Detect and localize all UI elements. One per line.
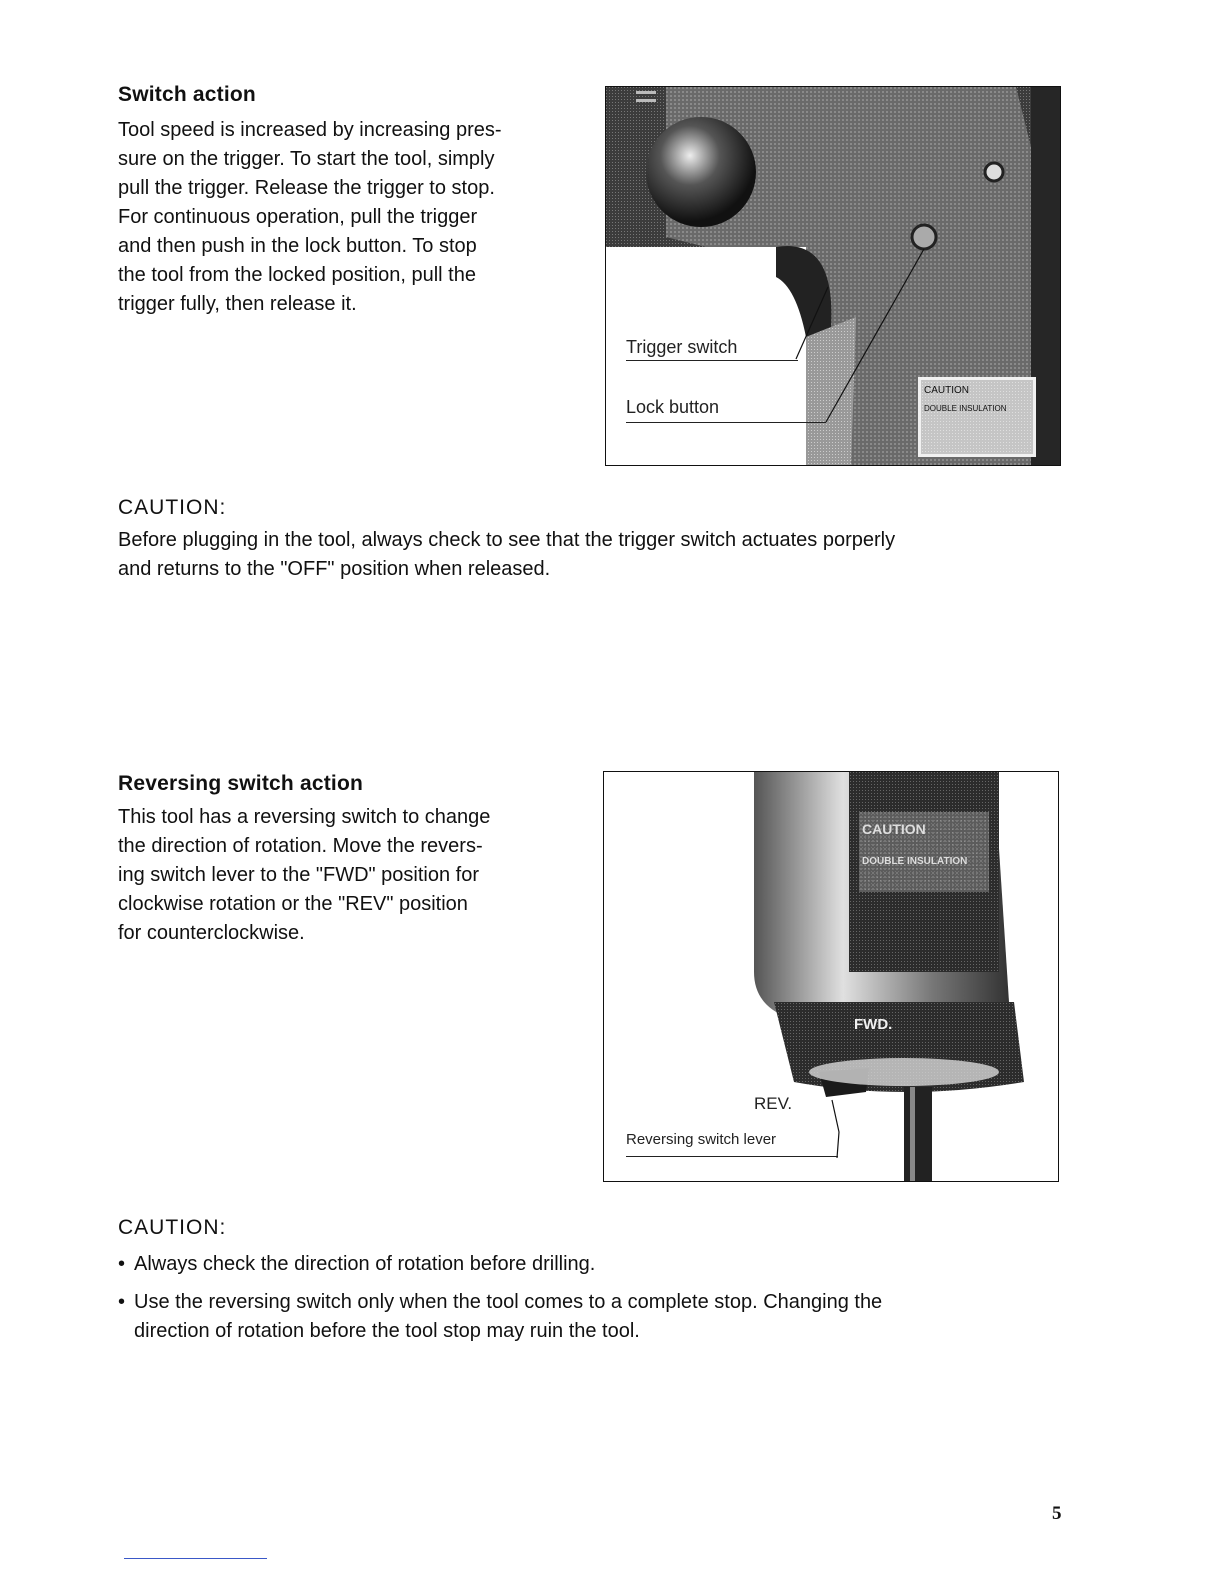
paragraph-line: for counterclockwise.: [118, 922, 305, 944]
reversing-caution-title: CAUTION:: [118, 1216, 227, 1239]
page-number: 5: [1052, 1503, 1062, 1524]
lock-button-callout: Lock button: [626, 397, 720, 417]
switch-action-heading: Switch action: [118, 83, 256, 106]
paragraph-line: For continuous operation, pull the trigger: [118, 206, 478, 228]
reversing-switch-figure: [603, 771, 1059, 1182]
bullet-line: Use the reversing switch only when the tool comes to a complete stop. Changing the: [134, 1291, 883, 1313]
paragraph-line: ing switch lever to the "FWD" position for: [118, 864, 479, 886]
caution-bullet-1: [118, 1250, 1068, 1279]
figure-label-insulation: DOUBLE INSULATION: [924, 404, 1007, 413]
reversing-switch-heading: Reversing switch action: [118, 772, 364, 795]
rev-callout: REV.: [754, 1094, 793, 1113]
paragraph-line: the direction of rotation. Move the revers-: [118, 835, 483, 857]
figure-label-caution: CAUTION: [862, 821, 926, 837]
caution-line: Before plugging in the tool, always check to see that the trigger switch actuates porperly: [118, 529, 896, 551]
figure-label-insulation: DOUBLE INSULATION: [862, 856, 968, 867]
fwd-marking: FWD.: [854, 1016, 893, 1033]
paragraph-line: trigger fully, then release it.: [118, 293, 357, 315]
caution-line: and returns to the "OFF" position when released.: [118, 558, 551, 580]
reversing-switch-paragraph: [118, 803, 574, 948]
switch-caution-title: CAUTION:: [118, 496, 227, 519]
bullet-dot: •: [118, 1253, 126, 1275]
switch-action-paragraph: [118, 116, 574, 319]
paragraph-line: and then push in the lock button. To stop: [118, 235, 477, 257]
drill-bottom-photo-illustration: [604, 772, 1058, 1181]
bullet-dot: •: [118, 1291, 126, 1313]
trigger-switch-callout: Trigger switch: [626, 337, 738, 357]
paragraph-line: clockwise rotation or the "REV" position: [118, 893, 468, 915]
paragraph-line: pull the trigger. Release the trigger to stop.: [118, 177, 495, 199]
paragraph-line: the tool from the locked position, pull the: [118, 264, 476, 286]
bullet-line: direction of rotation before the tool stop may ruin the tool.: [134, 1320, 640, 1342]
bullet-line: Always check the direction of rotation before drilling.: [134, 1253, 596, 1275]
paragraph-line: sure on the trigger. To start the tool, simply: [118, 148, 495, 170]
caution-bullet-2: [118, 1288, 1068, 1346]
reversing-lever-leader: [832, 1100, 839, 1158]
switch-caution-text: [118, 526, 1078, 584]
trigger-switch-figure: [605, 86, 1061, 466]
figure-label-caution: CAUTION: [924, 385, 969, 396]
reversing-switch-lever-callout: Reversing switch lever: [626, 1131, 777, 1148]
paragraph-line: Tool speed is increased by increasing pres-: [118, 119, 502, 141]
paragraph-line: This tool has a reversing switch to change: [118, 806, 491, 828]
footer-rule: [124, 1558, 267, 1559]
